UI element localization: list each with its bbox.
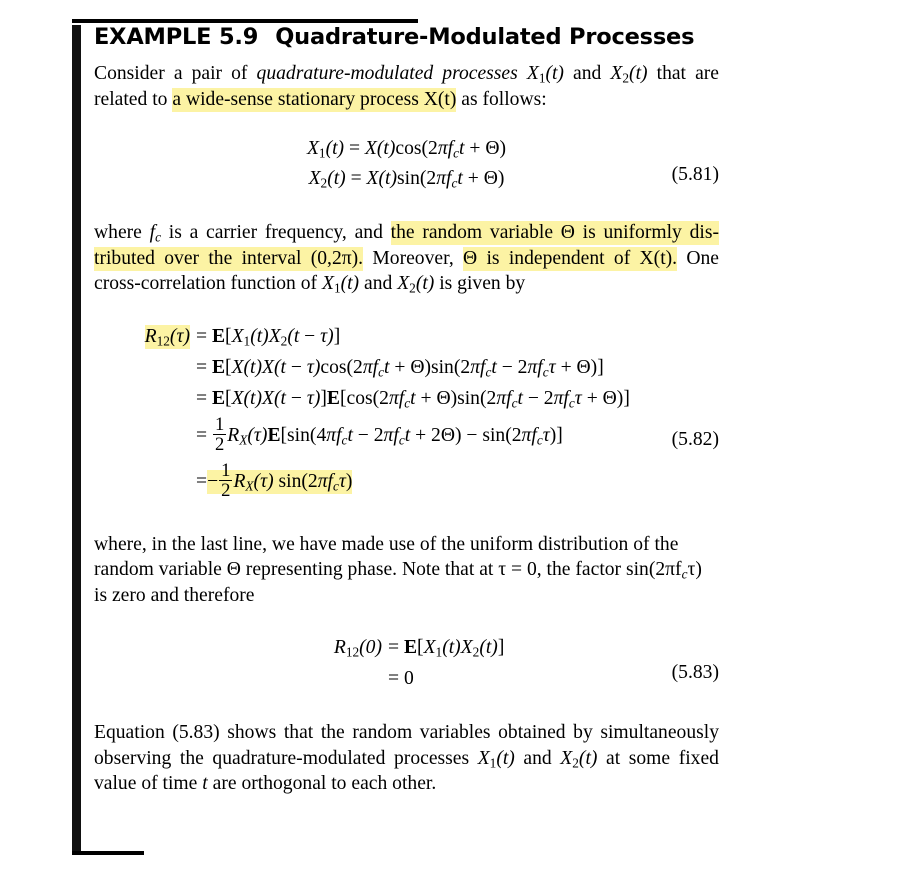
equation-5-83-line-2 (290, 663, 719, 694)
where-seg3: Moreover, (363, 247, 464, 269)
intro-seg6: that are related to (94, 63, 719, 110)
where-x2: $X_2(t)$ (397, 273, 435, 296)
example-title-text: Quadrature-Modulated Processes (275, 24, 695, 50)
uniform-fc-sub: c (681, 566, 688, 582)
content-column (94, 24, 719, 797)
highlight-r12-tau: $R_{12}(\tau)$ (144, 325, 190, 349)
equation-5-82-lhs (94, 321, 196, 352)
example-heading (94, 24, 719, 50)
equation-5-81-number: (5.81) (671, 164, 719, 185)
fraction-one-half-a: $\frac{1}{2}$ (214, 414, 225, 456)
equation-5-82-number: (5.82) (671, 428, 719, 450)
conclusion-line2b: at some fixed (597, 747, 719, 769)
intro-italic-term: quadrature-modulated processes (256, 63, 518, 84)
uniform-line3: zero and therefore (111, 584, 255, 606)
conclusion-paragraph (94, 720, 719, 797)
equation-5-81-body (94, 134, 719, 194)
highlight-final-result: − $\frac{1}{2}$ $R_X(\tau)$ $\sin(2\pi f_c\tau)$ (207, 460, 353, 502)
highlight-theta-independent: Θ is independent of X(t). (463, 247, 678, 269)
intro-seg4: and (563, 63, 611, 84)
where-x1: $X_1(t)$ (321, 273, 360, 296)
conclusion-line2a: observing the quadrature-modulated processes (94, 747, 478, 769)
equation-5-82-row-1 (94, 321, 719, 352)
equation-5-83-rhs-2: = 0 (388, 668, 414, 689)
equation-5-82-lhs-blank-4 (94, 414, 196, 458)
equation-5-83-line-1 (290, 632, 719, 663)
conclusion-x2: $X_2(t)$ (560, 747, 598, 771)
highlight-theta-uniform: the random variable Θ is uniformly dis-tributed over the interval (0,2π). (94, 222, 719, 269)
equation-5-81-line-1: $X_1(t) = X(t)\cos(2\pi f_ct + \Theta)$ (306, 138, 507, 161)
equation-5-82-row-2 (94, 352, 719, 383)
intro-x2: $X_2(t)$ (610, 63, 648, 86)
where-seg5: and (359, 273, 398, 294)
equation-5-83-lhs: $R_{12}(0)$ (333, 637, 382, 660)
equation-5-82-rhs-2: = $E[X(t)X(t - \tau)\cos(2\pi f_ct + \Theta)\sin(2\pi f_ct - 2\pi f_c\tau + \Theta)]$ (196, 356, 604, 380)
intro-x1: $X_1(t)$ (526, 63, 564, 86)
equation-5-82-rhs-3: = $E[X(t)X(t - \tau)]E[\cos(2\pi f_ct + \Theta)\sin(2\pi f_ct - 2\pi f_c\tau + \Theta)]$ (196, 387, 630, 411)
equation-5-83-lhs-blank (290, 663, 388, 694)
left-vertical-bar-decoration (72, 25, 81, 855)
where-seg6: is given by (434, 273, 526, 294)
intro-paragraph (94, 61, 719, 112)
uniform-line2a: random variable Θ representing phase. Note that at τ = 0, the factor sin(2πf (94, 559, 682, 580)
example-label: EXAMPLE 5.9 (94, 24, 259, 50)
uniform-line2b: τ) is (94, 559, 702, 606)
equation-5-83-body (94, 632, 719, 694)
equation-5-82-rhs-5: =− $\frac{1}{2}$ $R_X(\tau)$ $\sin(2\pi f_c\tau)$ (196, 460, 353, 502)
where-seg2: is a carrier frequency, and (161, 222, 391, 243)
equation-5-81-block (94, 134, 719, 194)
conclusion-line3a: value of time (94, 773, 203, 794)
conclusion-line3b: are orthogonal to each other. (207, 773, 437, 794)
equation-5-82-row-3 (94, 383, 719, 414)
conclusion-mid: and (514, 747, 561, 769)
equation-5-81-line-2: $X_2(t) = X(t)\sin(2\pi f_ct + \Theta)$ (308, 168, 505, 191)
highlight-wss-process: a wide-sense stationary process X(t) (172, 88, 457, 110)
carrier-frequency-symbol: $f_c$ (149, 222, 161, 245)
conclusion-x1: $X_1(t)$ (477, 747, 515, 771)
equation-5-82-lhs-blank-3 (94, 383, 196, 414)
where-fc-paragraph (94, 220, 719, 297)
conclusion-line1: Equation (5.83) shows that the random variables obtained by simultaneously (94, 722, 719, 743)
equation-5-82-block (94, 321, 719, 506)
where-seg1: where (94, 222, 150, 243)
equation-5-82-lhs-blank-2 (94, 352, 196, 383)
equation-5-82-rhs-4: = $\frac{1}{2}$ $R_X(\tau)E[\sin(4\pi f_ct - 2\pi f_ct + 2\Theta) - \sin(2\pi f_c\tau)]$ (196, 414, 563, 456)
equation-5-82-row-5 (94, 458, 719, 506)
equation-5-83-number: (5.83) (671, 662, 719, 683)
conclusion-time-var: t (202, 773, 208, 794)
equation-5-82-row-4 (94, 414, 719, 458)
equation-5-83-block (94, 632, 719, 694)
bottom-rule-decoration (72, 851, 144, 855)
where-seg4: One cross-correlation function of (94, 247, 720, 294)
equation-5-82-rhs-1: = $E[X_1(t)X_2(t - \tau)]$ (196, 325, 341, 349)
fraction-one-half-b: $\frac{1}{2}$ (221, 460, 231, 502)
top-rule-decoration (72, 19, 418, 23)
equation-5-83-rhs-1: = $E[X_1(t)X_2(t)]$ (388, 637, 505, 660)
uniform-line1: where, in the last line, we have made use of the uniform distribution of the (94, 533, 679, 555)
equation-5-82-lhs-blank-5 (94, 458, 196, 506)
intro-seg7: as follows: (456, 88, 547, 110)
uniform-distribution-paragraph (94, 532, 719, 609)
intro-seg1: Consider a pair of (94, 63, 257, 84)
